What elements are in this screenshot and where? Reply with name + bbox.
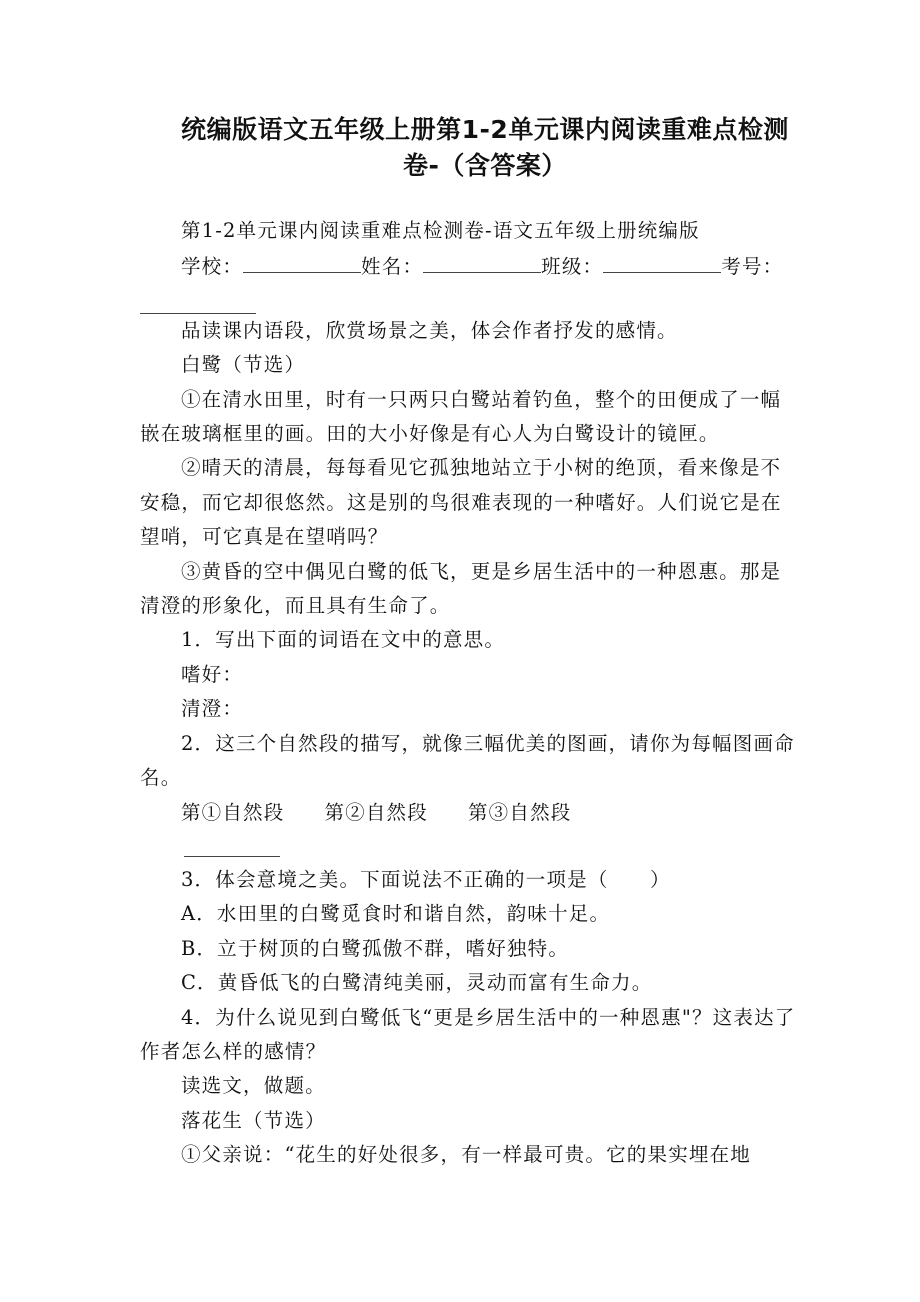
document-title: [140, 112, 830, 184]
question-2-item-3: 第③自然段: [467, 800, 572, 824]
exam-no-label: 考号：: [721, 255, 784, 279]
question-3-option-b: B．立于树顶的白鹭孤傲不群，嗜好独特。: [180, 936, 570, 960]
document-body: [140, 214, 800, 1173]
section1-passage-title: 白鹭（节选）: [180, 353, 306, 377]
question-4: 4．为什么说见到白鹭低飞“更是乡居生活中的一种恩惠"？这表达了作者怎么样的感情？: [140, 1005, 796, 1063]
question-3: 3．体会意境之美。下面说法不正确的一项是（ ）: [180, 867, 671, 891]
school-label: 学校：: [180, 255, 244, 279]
section1-paragraph-1: ①在清水田里，时有一只两只白鹭站着钓鱼，整个的田便成了一幅嵌在玻璃框里的画。田的大小好像是有心人为白鹭设计的镜匣。: [140, 387, 782, 446]
question-3-option-c: C．黄昏低飞的白鹭清纯美丽，灵动而富有生命力。: [180, 971, 653, 995]
section2-passage-title: 落花生（节选）: [180, 1108, 326, 1132]
title-line-1: 统编版语文五年级上册第1-2单元课内阅读重难点检测: [181, 115, 789, 144]
section1-paragraph-3: ③黄昏的空中偶见白鹭的低飞，更是乡居生活中的一种恩惠。那是清澄的形象化，而且具有生命了。: [140, 559, 782, 618]
question-2-item-2: 第②自然段: [324, 800, 428, 824]
subtitle: 第1-2单元课内阅读重难点检测卷-语文五年级上册统编版: [180, 219, 700, 242]
question-1-item-a: 嗜好：: [180, 662, 244, 686]
question-2-items: [140, 796, 800, 830]
question-1: 1．写出下面的词语在文中的意思。: [180, 628, 506, 652]
question-2-answer-blank[interactable]: [184, 830, 280, 857]
name-blank[interactable]: [423, 248, 541, 273]
title-line-2: 卷-（含答案）: [403, 151, 567, 180]
exam-no-blank[interactable]: [140, 285, 256, 314]
class-blank[interactable]: [603, 248, 721, 273]
section1-paragraph-2: ②晴天的清晨，每每看见它孤独地站立于小树的绝顶，看来像是不安稳，而它却很悠然。这是别的鸟很难表现的一种嗜好。人们说它是在望哨，可它真是在望哨吗？: [140, 456, 782, 549]
question-2: 2．这三个自然段的描写，就像三幅优美的图画，请你为每幅图画命名。: [140, 731, 795, 790]
name-label: 姓名：: [361, 255, 424, 279]
section2-instruction: 读选文，做题。: [180, 1074, 326, 1098]
class-label: 班级：: [541, 255, 604, 279]
section1-instruction: 品读课内语段，欣赏场景之美，体会作者抒发的感情。: [180, 318, 678, 342]
question-3-option-a: A．水田里的白鹭觅食时和谐自然，韵味十足。: [180, 902, 611, 926]
question-1-item-b: 清澄：: [180, 697, 244, 721]
section2-paragraph-1: ①父亲说：“花生的好处很多，有一样最可贵。它的果实埋在地: [180, 1143, 752, 1167]
school-blank[interactable]: [243, 248, 361, 273]
info-fields: [140, 248, 800, 284]
question-2-item-1: 第①自然段: [180, 800, 285, 824]
